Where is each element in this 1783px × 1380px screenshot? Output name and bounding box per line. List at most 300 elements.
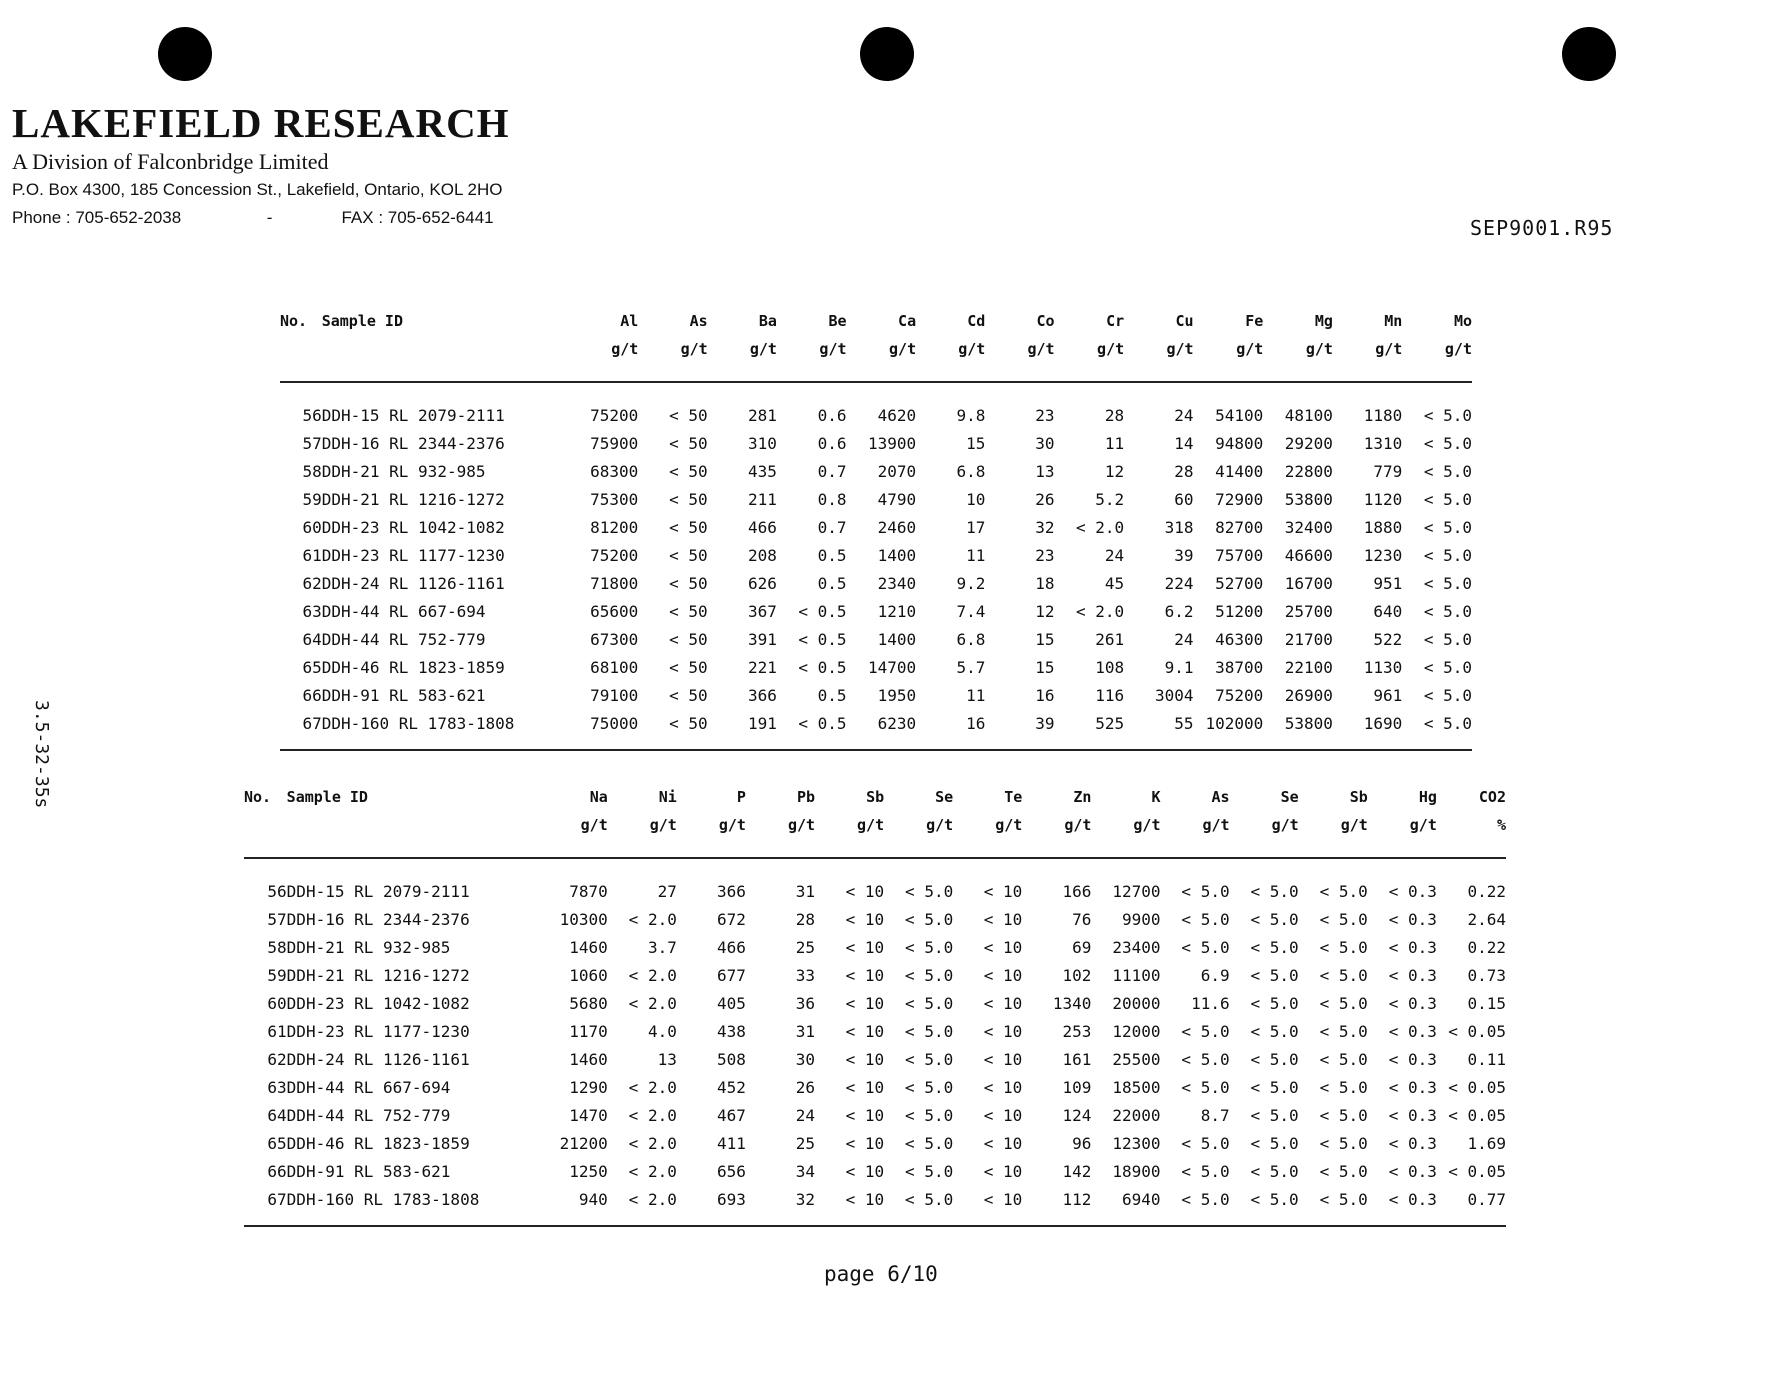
assay-value: 26 <box>795 1077 816 1097</box>
assay-value: 1130 <box>1363 657 1403 677</box>
assay-value: 22800 <box>1284 461 1333 481</box>
assay-value: 452 <box>717 1077 746 1097</box>
assay-value: < 5.0 <box>905 937 954 957</box>
column-header: Sb <box>1349 788 1368 806</box>
column-header: Mn <box>1384 312 1403 330</box>
assay-value: < 2.0 <box>628 1105 677 1125</box>
row-number: 60 <box>302 517 322 537</box>
assay-value: < 5.0 <box>1423 489 1472 509</box>
assay-value: 677 <box>717 965 746 985</box>
assay-value: 1400 <box>877 629 917 649</box>
row-number: 57 <box>267 909 287 929</box>
assay-value: 1060 <box>569 965 608 985</box>
sample-id: DDH-16 RL 2344-2376 <box>286 909 470 929</box>
column-header: Cu <box>1175 312 1194 330</box>
sample-id: DDH-21 RL 1216-1272 <box>286 965 470 985</box>
assay-value: 2460 <box>877 517 917 537</box>
assay-value: 7870 <box>569 881 608 901</box>
assay-value: < 5.0 <box>1181 881 1230 901</box>
assay-value: 940 <box>539 1185 608 1226</box>
assay-value: 1230 <box>1363 545 1403 565</box>
column-unit: g/t <box>884 811 953 858</box>
table-row <box>280 541 1472 569</box>
table-row <box>244 858 1506 905</box>
assay-value: 1690 <box>1333 709 1402 750</box>
assay-value: 20000 <box>1112 993 1161 1013</box>
assay-value: 75900 <box>590 433 639 453</box>
assay-value: 261 <box>1095 629 1125 649</box>
assay-value: 30 <box>1035 433 1055 453</box>
assay-value: < 5.0 <box>1161 1185 1230 1226</box>
assay-value: 1250 <box>569 1161 608 1181</box>
assay-value: 28 <box>795 909 816 929</box>
column-header: Co <box>1036 312 1055 330</box>
column-unit <box>244 811 287 858</box>
column-header: Na <box>589 788 608 806</box>
assay-value: 0.5 <box>817 545 847 565</box>
assay-value: 24 <box>1174 405 1194 425</box>
assay-value: < 0.05 <box>1448 1021 1506 1041</box>
assay-value: < 2.0 <box>1075 517 1125 537</box>
column-header: Te <box>1004 788 1023 806</box>
column-unit: % <box>1437 811 1506 858</box>
assay-value: 0.6 <box>817 405 847 425</box>
assay-value: < 50 <box>669 601 708 621</box>
column-unit: g/t <box>1263 335 1333 382</box>
column-header: No. <box>244 788 272 806</box>
sample-id: DDH-46 RL 1823-1859 <box>321 657 505 677</box>
assay-value: < 50 <box>669 657 708 677</box>
assay-value: < 5.0 <box>1423 517 1472 537</box>
assay-value: 0.7 <box>817 517 847 537</box>
assay-value: 310 <box>748 433 777 453</box>
assay-value: 31 <box>795 1021 816 1041</box>
assay-value: 142 <box>1062 1161 1092 1181</box>
assay-value: 366 <box>748 685 777 705</box>
assay-value: 14700 <box>867 657 917 677</box>
assay-value: 1120 <box>1363 489 1403 509</box>
assay-value: < 5.0 <box>1230 1185 1299 1226</box>
assay-value: < 5.0 <box>905 1105 954 1125</box>
assay-value: < 10 <box>953 1185 1022 1226</box>
column-unit: g/t <box>777 335 847 382</box>
assay-value: < 5.0 <box>1181 1161 1230 1181</box>
column-header: Cd <box>967 312 986 330</box>
assay-value: 27 <box>657 881 677 901</box>
table-row <box>280 569 1472 597</box>
assay-value: < 5.0 <box>905 1049 954 1069</box>
column-unit: g/t <box>1299 811 1368 858</box>
assay-value: 72900 <box>1215 489 1264 509</box>
assay-value: 0.8 <box>817 489 847 509</box>
column-unit: g/t <box>708 335 777 382</box>
assay-value: 65600 <box>590 601 639 621</box>
assay-value: 81200 <box>590 517 639 537</box>
assay-value: 25 <box>795 1133 816 1153</box>
assay-value: 79100 <box>590 685 639 705</box>
assay-value: 0.11 <box>1467 1049 1506 1069</box>
assay-value: 36 <box>795 993 816 1013</box>
assay-value: 224 <box>1164 573 1194 593</box>
assay-value: < 5.0 <box>1181 1077 1230 1097</box>
document-reference: SEP9001.R95 <box>1470 216 1614 240</box>
assay-value: < 10 <box>845 909 885 929</box>
assay-value: < 10 <box>983 1077 1023 1097</box>
assay-value: < 0.05 <box>1448 1077 1506 1097</box>
assay-value: 32 <box>1035 517 1055 537</box>
assay-value: < 10 <box>983 1021 1023 1041</box>
assay-value: 11 <box>966 545 986 565</box>
sample-id: DDH-21 RL 932-985 <box>286 937 451 957</box>
assay-value: 0.73 <box>1467 965 1506 985</box>
assay-value: < 5.0 <box>1250 1049 1299 1069</box>
column-unit: g/t <box>1124 335 1193 382</box>
column-header: Se <box>935 788 954 806</box>
sample-id: DDH-24 RL 1126-1161 <box>286 1049 470 1069</box>
column-header: Hg <box>1418 788 1437 806</box>
assay-value: < 10 <box>845 1049 885 1069</box>
binder-hole-left <box>158 27 212 81</box>
assay-value: 253 <box>1062 1021 1092 1041</box>
table-row <box>280 597 1472 625</box>
assay-value: 15 <box>1035 629 1055 649</box>
company-division: A Division of Falconbridge Limited <box>12 149 329 174</box>
assay-value: 51200 <box>1215 601 1264 621</box>
assay-value: 26900 <box>1284 685 1333 705</box>
assay-value: 281 <box>748 405 777 425</box>
assay-value: < 0.3 <box>1388 1161 1437 1181</box>
row-number: 59 <box>302 489 322 509</box>
assay-value: 41400 <box>1215 461 1264 481</box>
sample-id: DDH-44 RL 667-694 <box>286 1077 451 1097</box>
column-header: Mo <box>1453 312 1472 330</box>
assay-value: < 10 <box>845 937 885 957</box>
sample-id: DDH-91 RL 583-621 <box>321 685 486 705</box>
assay-value: < 0.5 <box>798 657 847 677</box>
assay-value: 438 <box>717 1021 746 1041</box>
assay-value: 367 <box>748 601 777 621</box>
assay-table-1 <box>280 307 1472 751</box>
assay-value: 2340 <box>877 573 917 593</box>
assay-value: 522 <box>1373 629 1403 649</box>
assay-value: 508 <box>717 1049 746 1069</box>
row-number: 63 <box>267 1077 287 1097</box>
assay-value: 467 <box>717 1105 746 1125</box>
assay-value: < 5.0 <box>1181 937 1230 957</box>
assay-value: 656 <box>717 1161 746 1181</box>
assay-value: < 5.0 <box>1250 1021 1299 1041</box>
assay-value: < 5.0 <box>1423 685 1472 705</box>
assay-value: 10300 <box>559 909 608 929</box>
assay-value: < 0.3 <box>1388 965 1437 985</box>
row-number: 63 <box>302 601 322 621</box>
assay-value: 6.2 <box>1164 601 1194 621</box>
row-number: 66 <box>302 685 322 705</box>
column-unit: g/t <box>1230 811 1299 858</box>
table-row <box>244 1073 1506 1101</box>
assay-value: 102 <box>1062 965 1092 985</box>
assay-value: < 5.0 <box>905 909 954 929</box>
assay-value: 435 <box>748 461 777 481</box>
assay-value: 16700 <box>1284 573 1333 593</box>
assay-value: < 50 <box>669 405 708 425</box>
assay-value: < 10 <box>845 1077 885 1097</box>
assay-value: < 0.3 <box>1388 993 1437 1013</box>
assay-value: 13 <box>657 1049 677 1069</box>
assay-value: 22100 <box>1284 657 1333 677</box>
assay-value: < 5.0 <box>1181 1021 1230 1041</box>
assay-value: < 0.3 <box>1388 909 1437 929</box>
assay-value: 1180 <box>1363 405 1403 425</box>
assay-value: < 10 <box>983 937 1023 957</box>
column-unit: g/t <box>746 811 815 858</box>
assay-value: 6.8 <box>956 629 986 649</box>
table-row <box>280 429 1472 457</box>
table-row <box>280 709 1472 750</box>
assay-value: 31 <box>795 881 816 901</box>
column-header: As <box>1211 788 1230 806</box>
assay-value: 32400 <box>1284 517 1333 537</box>
column-header: Sb <box>866 788 885 806</box>
table-row <box>244 1045 1506 1073</box>
row-number: 65 <box>267 1133 287 1153</box>
column-unit: g/t <box>608 811 677 858</box>
assay-value: 60 <box>1174 489 1194 509</box>
assay-value: 28 <box>1104 405 1125 425</box>
assay-value: < 0.05 <box>1448 1161 1506 1181</box>
assay-value: < 50 <box>669 461 708 481</box>
column-header: Ba <box>758 312 777 330</box>
assay-value: < 10 <box>815 1185 884 1226</box>
assay-value: 13 <box>1035 461 1055 481</box>
assay-value: < 5.0 <box>1319 881 1368 901</box>
assay-value: 75300 <box>590 489 639 509</box>
assay-value: < 2.0 <box>628 965 677 985</box>
assay-value: < 5.0 <box>1299 1185 1368 1226</box>
column-unit: g/t <box>1333 335 1402 382</box>
table-header-row <box>280 307 1472 335</box>
assay-value: 11 <box>1104 433 1125 453</box>
assay-value: 161 <box>1062 1049 1092 1069</box>
assay-value: 0.5 <box>817 685 847 705</box>
sample-id: DDH-23 RL 1177-1230 <box>286 1021 470 1041</box>
assay-value: < 5.0 <box>905 965 954 985</box>
assay-value: < 5.0 <box>1319 1133 1368 1153</box>
row-number: 67 <box>280 709 322 750</box>
assay-value: 12000 <box>1112 1021 1161 1041</box>
table-row <box>280 457 1472 485</box>
assay-value: 1340 <box>1052 993 1092 1013</box>
assay-value: 1460 <box>569 1049 608 1069</box>
assay-value: 18 <box>1035 573 1055 593</box>
table-row <box>280 485 1472 513</box>
assay-value: < 2.0 <box>628 909 677 929</box>
binder-hole-right <box>1562 27 1616 81</box>
sample-id: DDH-44 RL 752-779 <box>321 629 486 649</box>
phone-number: Phone : 705-652-2038 <box>12 208 182 227</box>
column-header: No. <box>280 312 308 330</box>
assay-value: 8.7 <box>1200 1105 1230 1125</box>
assay-value: 48100 <box>1284 405 1333 425</box>
assay-value: 46300 <box>1215 629 1264 649</box>
assay-value: < 2.0 <box>1075 601 1125 621</box>
assay-value: 672 <box>717 909 746 929</box>
table-units-row <box>280 335 1472 382</box>
assay-value: < 5.0 <box>1250 993 1299 1013</box>
assay-value: 1310 <box>1363 433 1403 453</box>
company-address: P.O. Box 4300, 185 Concession St., Lakefield, Ontario, KOL 2HO <box>12 180 503 199</box>
assay-value: 75200 <box>590 405 639 425</box>
assay-value: 0.22 <box>1467 937 1506 957</box>
assay-value: 102000 <box>1194 709 1264 750</box>
assay-value: 0.22 <box>1467 881 1506 901</box>
assay-value: 208 <box>748 545 777 565</box>
assay-value: 7.4 <box>956 601 986 621</box>
table-row <box>244 1185 1506 1226</box>
assay-value: < 5.0 <box>1423 405 1472 425</box>
assay-value: < 5.0 <box>905 1133 954 1153</box>
column-unit: g/t <box>638 335 707 382</box>
assay-value: 10 <box>966 489 986 509</box>
assay-value: 405 <box>717 993 746 1013</box>
row-number: 58 <box>302 461 322 481</box>
assay-value: 39 <box>1174 545 1194 565</box>
assay-value: 52700 <box>1215 573 1264 593</box>
assay-value: 1880 <box>1363 517 1403 537</box>
assay-value: < 2.0 <box>608 1185 677 1226</box>
sample-id: DDH-15 RL 2079-2111 <box>286 881 470 901</box>
assay-value: 22000 <box>1112 1105 1161 1125</box>
assay-value: 6.9 <box>1200 965 1230 985</box>
assay-value: < 5.0 <box>1250 1161 1299 1181</box>
table-body <box>244 858 1506 1226</box>
assay-value: < 5.0 <box>1250 909 1299 929</box>
column-header: CO2 <box>1478 788 1506 806</box>
assay-value: 9.8 <box>956 405 986 425</box>
assay-value: 29200 <box>1284 433 1333 453</box>
contact-separator: - <box>266 208 273 227</box>
assay-value: < 5.0 <box>905 993 954 1013</box>
assay-value: 23 <box>1035 405 1055 425</box>
sample-id: DDH-24 RL 1126-1161 <box>321 573 505 593</box>
row-number: 62 <box>302 573 322 593</box>
assay-value: 21700 <box>1284 629 1333 649</box>
assay-value: 221 <box>748 657 777 677</box>
assay-value: 0.7 <box>817 461 847 481</box>
assay-value: 6940 <box>1091 1185 1160 1226</box>
assay-value: 166 <box>1062 881 1092 901</box>
column-unit: g/t <box>847 335 917 382</box>
assay-value: 411 <box>717 1133 746 1153</box>
assay-value: < 5.0 <box>1423 573 1472 593</box>
assay-value: < 0.3 <box>1388 881 1437 901</box>
table-row <box>244 1129 1506 1157</box>
assay-value: < 50 <box>669 545 708 565</box>
column-header: Be <box>828 312 847 330</box>
row-number: 58 <box>267 937 287 957</box>
assay-value: 54100 <box>1215 405 1264 425</box>
assay-value: < 10 <box>983 1133 1023 1153</box>
assay-value: < 5.0 <box>1319 993 1368 1013</box>
table-row <box>244 989 1506 1017</box>
column-unit: g/t <box>1055 335 1125 382</box>
assay-value: 1950 <box>877 685 917 705</box>
assay-value: 109 <box>1062 1077 1092 1097</box>
assay-value: < 50 <box>669 573 708 593</box>
assay-value: 9.2 <box>956 573 986 593</box>
column-unit: g/t <box>1022 811 1091 858</box>
assay-value: 32 <box>746 1185 815 1226</box>
assay-value: 16 <box>916 709 985 750</box>
assay-value: < 10 <box>983 993 1023 1013</box>
row-number: 67 <box>244 1185 287 1226</box>
sample-id: DDH-44 RL 667-694 <box>321 601 486 621</box>
column-unit: g/t <box>953 811 1022 858</box>
page-number: page 6/10 <box>824 1262 938 1286</box>
assay-value: 6.8 <box>956 461 986 481</box>
assay-value: < 50 <box>669 433 708 453</box>
column-header: Zn <box>1073 788 1092 806</box>
sample-id: DDH-160 RL 1783-1808 <box>287 1185 539 1226</box>
assay-value: 6230 <box>847 709 917 750</box>
assay-value: < 5.0 <box>905 1021 954 1041</box>
column-header: Al <box>620 312 639 330</box>
assay-value: < 5.0 <box>1319 1021 1368 1041</box>
fax-number: FAX : 705-652-6441 <box>341 208 494 227</box>
column-header: Ca <box>898 312 917 330</box>
sample-id: DDH-46 RL 1823-1859 <box>286 1133 470 1153</box>
contact-line <box>12 204 510 232</box>
column-header: Se <box>1280 788 1299 806</box>
sample-id: DDH-21 RL 1216-1272 <box>321 489 505 509</box>
assay-value: < 10 <box>983 881 1023 901</box>
assay-value: 25500 <box>1112 1049 1161 1069</box>
assay-value: 11100 <box>1112 965 1161 985</box>
row-number: 64 <box>267 1105 287 1125</box>
assay-value: 626 <box>748 573 777 593</box>
sample-id: DDH-160 RL 1783-1808 <box>322 709 569 750</box>
assay-value: 12300 <box>1112 1133 1161 1153</box>
column-header: As <box>689 312 708 330</box>
binder-hole-center <box>860 27 914 81</box>
column-unit: g/t <box>1091 811 1160 858</box>
table-units-row <box>244 811 1506 858</box>
assay-value: < 50 <box>669 489 708 509</box>
assay-value: 4620 <box>877 405 917 425</box>
row-number: 64 <box>302 629 322 649</box>
assay-value: 9.1 <box>1164 657 1194 677</box>
sample-id: DDH-16 RL 2344-2376 <box>321 433 505 453</box>
assay-value: 68300 <box>590 461 639 481</box>
table-row <box>244 1101 1506 1129</box>
assay-value: < 5.0 <box>1250 1077 1299 1097</box>
assay-value: 68100 <box>590 657 639 677</box>
assay-value: 24 <box>1104 545 1125 565</box>
assay-value: 11.6 <box>1191 993 1230 1013</box>
assay-value: 1400 <box>877 545 917 565</box>
assay-value: < 5.0 <box>1319 1161 1368 1181</box>
column-unit: g/t <box>569 335 639 382</box>
assay-value: 2070 <box>877 461 917 481</box>
assay-value: < 50 <box>669 685 708 705</box>
column-header: Fe <box>1245 312 1264 330</box>
assay-value: < 50 <box>669 517 708 537</box>
assay-value: 67300 <box>590 629 639 649</box>
assay-value: 366 <box>717 881 746 901</box>
column-header: Mg <box>1314 312 1333 330</box>
assay-value: 15 <box>966 433 986 453</box>
assay-value: < 10 <box>845 965 885 985</box>
